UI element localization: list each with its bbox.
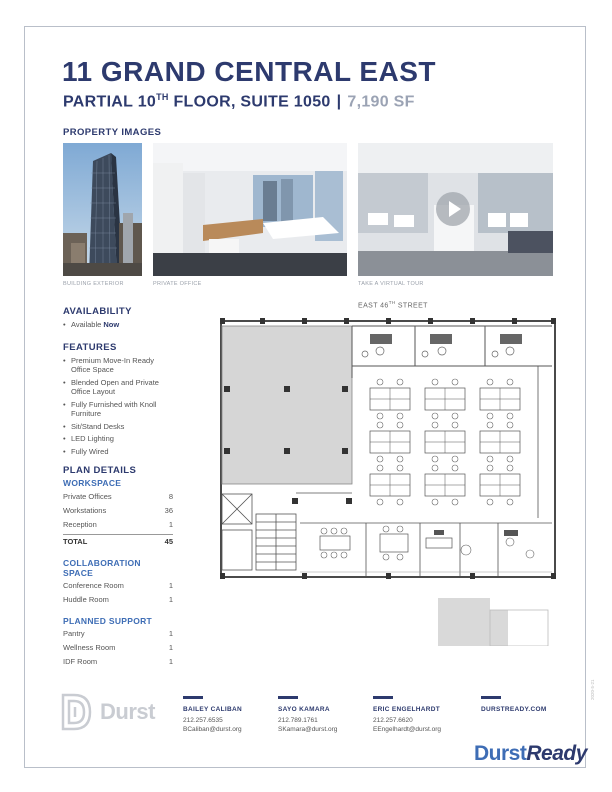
subtitle-floor: PARTIAL 10: [63, 93, 157, 111]
contact-bar: [278, 696, 298, 699]
subtitle-square-feet: 7,190 SF: [347, 93, 415, 111]
total-label: TOTAL: [63, 537, 88, 546]
support-heading: PLANNED SUPPORT: [63, 616, 153, 626]
durst-logo-text: Durst: [100, 699, 155, 724]
vertical-note: 2020-5-21: [590, 679, 595, 700]
availability-item: [63, 320, 173, 330]
row-value: 36: [164, 506, 173, 515]
row-label: Reception: [63, 520, 97, 529]
caption-virtual-tour: TAKE A VIRTUAL TOUR: [358, 281, 424, 287]
contact-email[interactable]: SKamara@durst.org: [278, 726, 338, 733]
collaboration-heading: COLLABORATION SPACE: [63, 558, 141, 578]
workspace-row: [63, 490, 173, 504]
private-office-image[interactable]: [153, 143, 347, 276]
street-suffix: STREET: [395, 302, 428, 310]
contact-card: [373, 696, 463, 734]
floor-plan-drawing: [220, 318, 556, 580]
row-label: Pantry: [63, 629, 85, 638]
contact-email[interactable]: BCaliban@durst.org: [183, 726, 242, 733]
row-label: Conference Room: [63, 581, 124, 590]
contact-name: ERIC ENGELHARDT: [373, 706, 440, 713]
row-label: Private Offices: [63, 492, 112, 501]
feature-item: • LED Lighting: [63, 434, 173, 444]
contact-phone[interactable]: 212.789.1761: [278, 717, 318, 724]
feature-item: • Blended Open and Private Office Layout: [63, 378, 173, 397]
feature-item: • Fully Furnished with Knoll Furniture: [63, 400, 173, 419]
play-icon[interactable]: [436, 192, 470, 226]
durst-logo-icon: [60, 692, 96, 732]
floor-plan: [220, 318, 556, 580]
workspace-row: [63, 504, 173, 518]
page-title: 11 GRAND CENTRAL EAST: [62, 56, 437, 87]
contact-email[interactable]: EEngelhardt@durst.org: [373, 726, 442, 733]
row-value: 1: [168, 520, 173, 529]
durst-ready-logo: [474, 742, 587, 766]
row-value: 1: [168, 657, 173, 666]
contact-name: BAILEY CALIBAN: [183, 706, 242, 713]
street-sup: TH: [388, 300, 396, 305]
total-value: 45: [164, 537, 173, 546]
contact-bar: [373, 696, 393, 699]
contact-name: SAYO KAMARA: [278, 706, 330, 713]
features-heading: FEATURES: [63, 341, 117, 353]
availability-label: Available: [71, 320, 104, 329]
website-card: [481, 696, 571, 716]
row-value: 1: [168, 595, 173, 604]
row-value: 1: [168, 629, 173, 638]
website-bar: [481, 696, 501, 699]
collaboration-row: [63, 579, 173, 593]
support-row: [63, 655, 173, 669]
feature-item: • Premium Move-In Ready Office Space: [63, 356, 173, 375]
subtitle-sup: TH: [156, 92, 169, 102]
row-value: 1: [168, 643, 173, 652]
caption-private-office: PRIVATE OFFICE: [153, 281, 202, 287]
contact-phone[interactable]: 212.257.6535: [183, 717, 223, 724]
row-label: Workstations: [63, 506, 107, 515]
contact-phone[interactable]: 212.257.6620: [373, 717, 413, 724]
page-subtitle: [63, 92, 415, 111]
row-label: IDF Room: [63, 657, 98, 666]
caption-building-exterior: BUILDING EXTERIOR: [63, 281, 124, 287]
workspace-table: [63, 490, 173, 549]
contact-card: [278, 696, 368, 734]
website-link[interactable]: DURSTREADY.COM: [481, 706, 547, 713]
plan-details-heading: PLAN DETAILS: [63, 465, 137, 476]
street-label: [358, 300, 428, 309]
details-column: [63, 306, 173, 669]
row-value: 1: [168, 581, 173, 590]
support-table: [63, 627, 173, 669]
contact-card: [183, 696, 273, 734]
property-images-heading: PROPERTY IMAGES: [63, 127, 162, 138]
row-value: 8: [168, 492, 173, 501]
durst-ready-logo-durst: Durst: [474, 742, 527, 765]
row-label: Wellness Room: [63, 643, 116, 652]
durst-ready-logo-ready: Ready: [526, 742, 587, 765]
subtitle-separator: |: [336, 93, 342, 111]
street-name: EAST 46: [358, 302, 389, 310]
durst-logo: [60, 692, 160, 732]
availability-heading: AVAILABILITY: [63, 306, 132, 317]
building-exterior-image[interactable]: [63, 143, 142, 276]
workspace-heading: WORKSPACE: [63, 478, 122, 488]
collaboration-table: [63, 579, 173, 607]
feature-item: • Sit/Stand Desks: [63, 422, 173, 432]
feature-item: • Fully Wired: [63, 447, 173, 457]
contact-bar: [183, 696, 203, 699]
support-row: [63, 627, 173, 641]
key-plan: [438, 598, 550, 646]
availability-value: Now: [103, 320, 120, 329]
virtual-tour-image[interactable]: [358, 143, 553, 276]
subtitle-suite: FLOOR, SUITE 1050: [168, 93, 331, 111]
workspace-row: [63, 518, 173, 532]
support-row: [63, 641, 173, 655]
workspace-total-row: [63, 534, 173, 549]
collaboration-row: [63, 593, 173, 607]
row-label: Huddle Room: [63, 595, 109, 604]
